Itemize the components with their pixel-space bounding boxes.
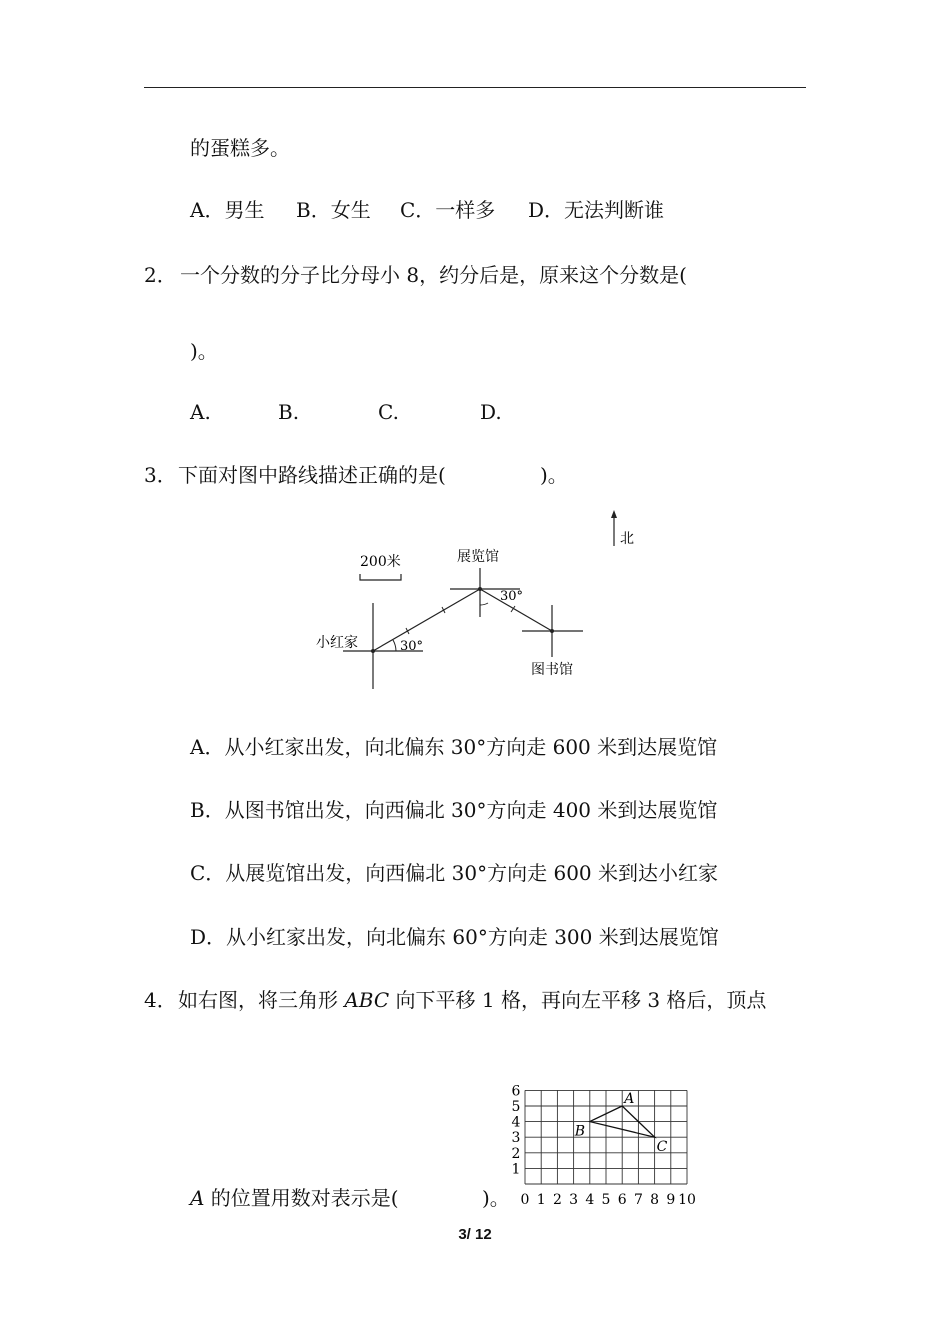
q2-option-c: C. [378, 400, 399, 424]
q4-close: )。 [482, 1186, 510, 1210]
x-tick-label: 1 [536, 1192, 546, 1208]
x-tick-label: 8 [650, 1192, 660, 1208]
q4-vertex-a: A [190, 1186, 205, 1210]
home-label: 小红家 [316, 635, 358, 651]
north-arrow-icon [611, 510, 617, 518]
page-number: 3/ 12 [458, 1226, 492, 1243]
exhibition-label: 展览馆 [457, 549, 499, 565]
angle-label-home: 30° [400, 639, 424, 654]
q2-close: )。 [190, 339, 218, 363]
q1-option-c: C．一样多 [400, 198, 496, 222]
x-tick-label: 10 [678, 1192, 696, 1208]
vertex-label-a: A [624, 1091, 635, 1107]
q2-stem: 一个分数的分子比分母小 8，约分后是，原来这个分数是( [180, 263, 687, 287]
q4-triangle-name: ABC [344, 988, 390, 1012]
north-label: 北 [620, 531, 634, 547]
x-tick-label: 6 [617, 1192, 627, 1208]
q2-option-b: B. [278, 400, 300, 424]
q4-stem [178, 988, 766, 1012]
q3-option-a: A．从小红家出发，向北偏东 30°方向走 600 米到达展览馆 [190, 735, 718, 759]
q4-stem-a: 如右图，将三角形 [178, 988, 345, 1012]
q4-line2-b: 的位置用数对表示是( [204, 1186, 399, 1210]
q3-close: )。 [540, 463, 568, 487]
scale-bar [360, 574, 401, 580]
q2-option-d: D. [480, 400, 502, 424]
angle-label-exhibition: 30° [500, 589, 524, 604]
q2-option-a: A. [190, 400, 211, 424]
route-home-exhibition [373, 589, 480, 651]
q1-option-d: D．无法判断谁 [528, 198, 665, 222]
q3-option-b: B．从图书馆出发，向西偏北 30°方向走 400 米到达展览馆 [190, 798, 718, 822]
x-tick-label: 5 [601, 1192, 611, 1208]
x-tick-label: 7 [633, 1192, 643, 1208]
scale-label: 200米 [360, 554, 401, 570]
q1-continuation: 的蛋糕多。 [190, 136, 290, 160]
q4-line2 [190, 1186, 399, 1210]
q4-stem-b: 向下平移 1 格，再向左平移 3 格后，顶点 [389, 988, 767, 1012]
triangle-abc [574, 1091, 668, 1155]
y-tick-label: 2 [511, 1145, 521, 1162]
q3-option-c: C．从展览馆出发，向西偏北 30°方向走 600 米到达小红家 [190, 861, 718, 885]
x-tick-label: 4 [585, 1192, 595, 1208]
y-tick-label: 5 [511, 1099, 521, 1115]
x-tick-label: 3 [569, 1192, 579, 1208]
x-tick-label: 0 [520, 1192, 530, 1208]
q4-number: 4． [144, 988, 177, 1012]
angle-arc-exhibition [480, 603, 488, 605]
grid-lines [525, 1090, 687, 1184]
y-tick-label: 6 [511, 1083, 521, 1100]
q2-number: 2． [144, 263, 177, 287]
y-tick-label: 4 [511, 1114, 521, 1131]
q1-option-a: A．男生 [190, 198, 265, 222]
coordinate-grid [500, 1080, 710, 1216]
grid-x-labels [521, 1192, 696, 1208]
library-label: 图书馆 [531, 662, 573, 678]
grid-y-labels [512, 1083, 521, 1177]
y-tick-label: 3 [511, 1130, 521, 1147]
x-tick-label: 2 [552, 1192, 562, 1208]
q3-stem: 下面对图中路线描述正确的是( [178, 463, 446, 487]
x-tick-label: 9 [666, 1192, 676, 1208]
angle-arc-home [393, 640, 396, 651]
y-tick-label: 1 [511, 1161, 521, 1178]
q3-option-d: D．从小红家出发，向北偏东 60°方向走 300 米到达展览馆 [190, 925, 719, 949]
q1-option-b: B．女生 [296, 198, 371, 222]
vertex-label-b: B [574, 1123, 586, 1140]
vertex-label-c: C [656, 1139, 668, 1156]
q3-number: 3． [144, 463, 177, 487]
